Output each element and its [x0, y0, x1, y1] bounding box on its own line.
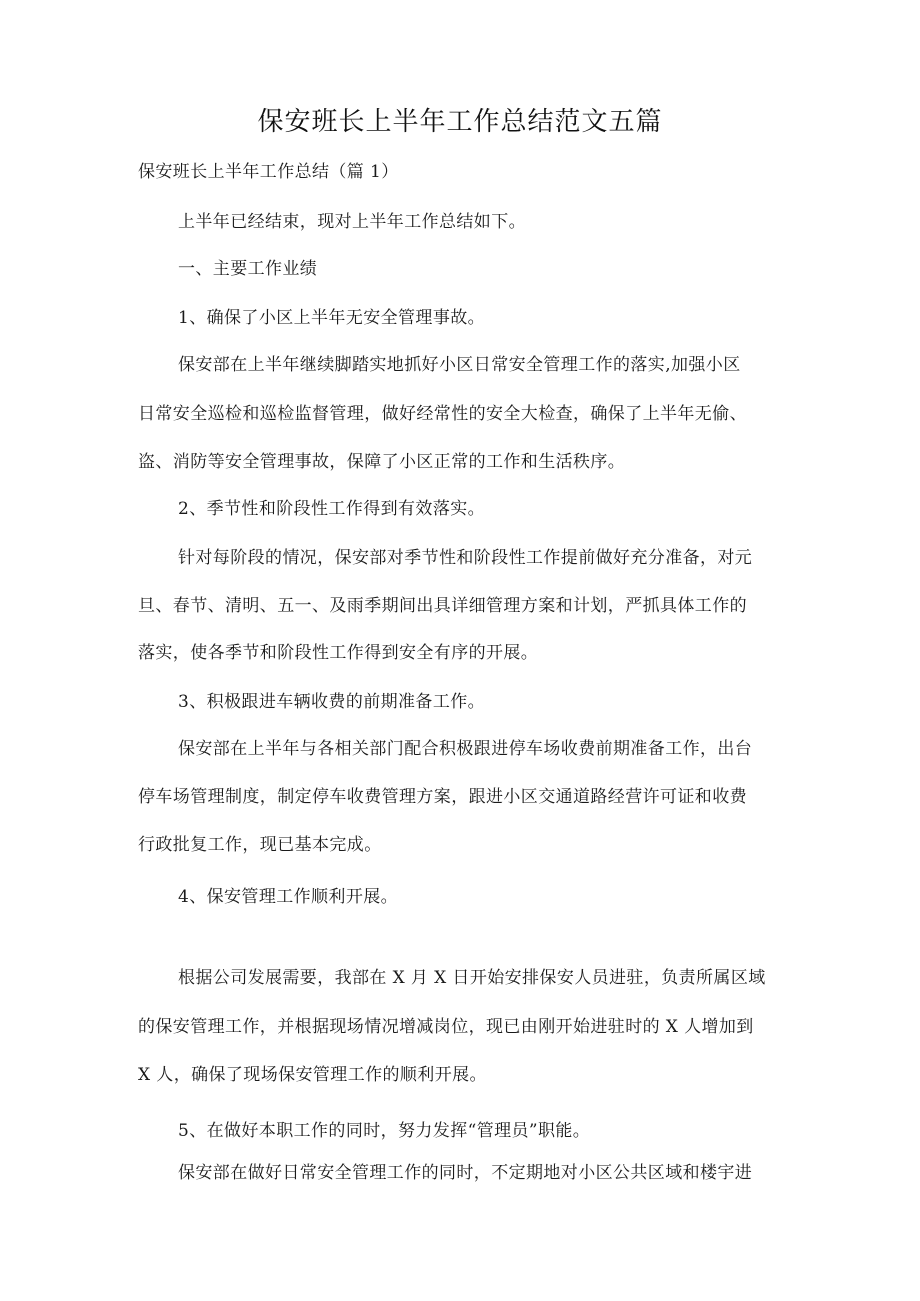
item2-heading: 2、季节性和阶段性工作得到有效落实。: [178, 499, 486, 519]
item4-line: X 人，确保了现场保安管理工作的顺利开展。: [138, 1065, 487, 1085]
item2-line: 针对每阶段的情况，保安部对季节性和阶段性工作提前做好充分准备，对元: [178, 548, 753, 568]
item5-line: 保安部在做好日常安全管理工作的同时，不定期地对小区公共区域和楼宇进: [178, 1163, 753, 1183]
item4-line: 的保安管理工作，并根据现场情况增减岗位，现已由刚开始进驻时的 X 人增加到: [138, 1017, 754, 1037]
item3-line: 保安部在上半年与各相关部门配合积极跟进停车场收费前期准备工作，出台: [178, 739, 753, 759]
item1-heading: 1、确保了小区上半年无安全管理事故。: [178, 308, 486, 328]
item2-line: 落实，使各季节和阶段性工作得到安全有序的开展。: [138, 643, 539, 663]
section-heading-main-achievements: 一、主要工作业绩: [178, 259, 318, 279]
item1-line: 保安部在上半年继续脚踏实地抓好小区日常安全管理工作的落实,加强小区: [178, 355, 741, 375]
item3-line: 停车场管理制度，制定停车收费管理方案，跟进小区交通道路经营许可证和收费: [138, 787, 747, 807]
item5-heading: 5、在做好本职工作的同时，努力发挥“管理员”职能。: [178, 1121, 591, 1141]
item3-line: 行政批复工作，现已基本完成。: [138, 835, 382, 855]
item4-line: 根据公司发展需要，我部在 X 月 X 日开始安排保安人员进驻，负责所属区域: [178, 968, 766, 988]
intro-paragraph: 上半年已经结束，现对上半年工作总结如下。: [178, 212, 526, 232]
item4-heading: 4、保安管理工作顺利开展。: [178, 887, 399, 907]
item1-line: 盗、消防等安全管理事故，保障了小区正常的工作和生活秩序。: [138, 452, 626, 472]
item3-heading: 3、积极跟进车辆收费的前期准备工作。: [178, 692, 486, 712]
item2-line: 旦、春节、清明、五一、及雨季期间出具详细管理方案和计划，严抓具体工作的: [138, 596, 747, 616]
section-subtitle: 保安班长上半年工作总结（篇 1）: [138, 162, 399, 182]
item1-line: 日常安全巡检和巡检监督管理，做好经常性的安全大检查，确保了上半年无偷、: [138, 404, 747, 424]
document-title: 保安班长上半年工作总结范文五篇: [257, 107, 663, 137]
